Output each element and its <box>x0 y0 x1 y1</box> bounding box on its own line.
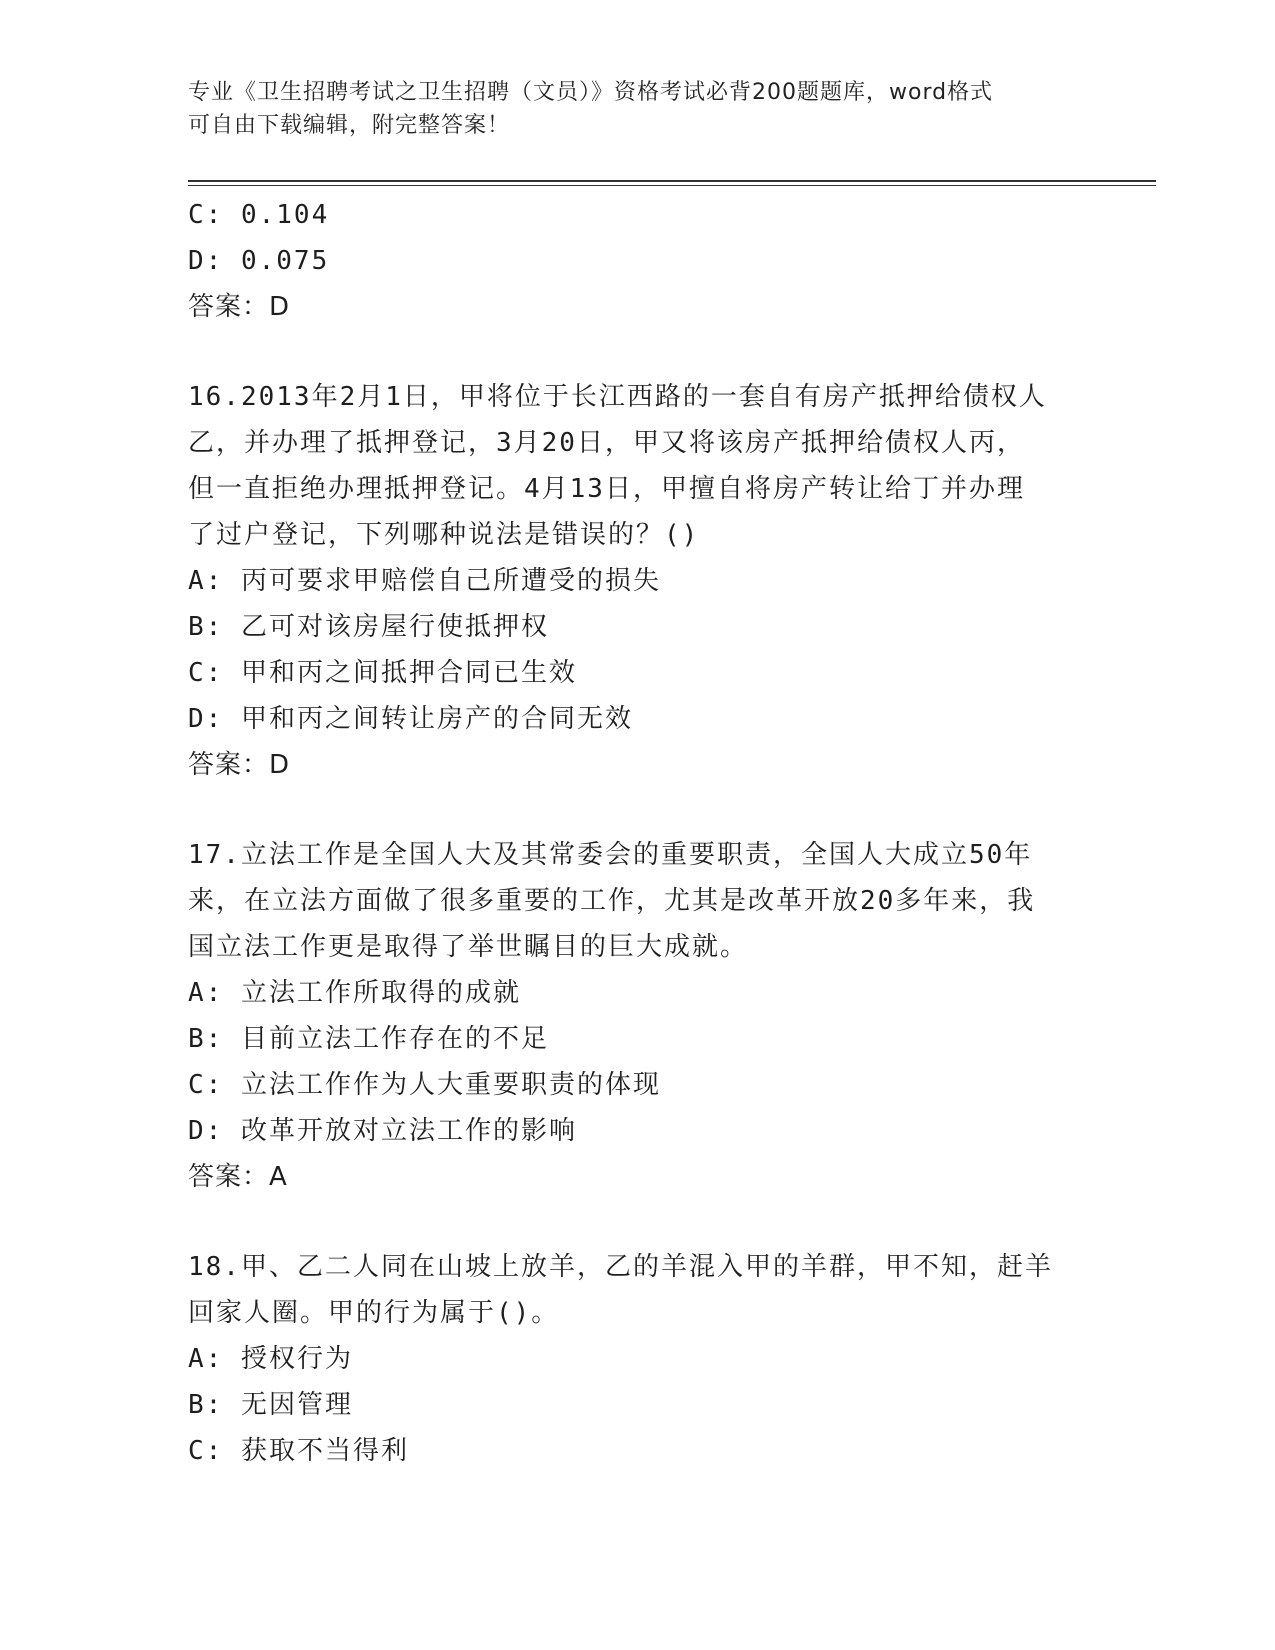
header-title-line-1: 专业《卫生招聘考试之卫生招聘（文员）》资格考试必背200题题库，word格式 <box>188 80 994 105</box>
option-b: B: 目前立法工作存在的不足 <box>188 1024 549 1054</box>
option-c: C: 获取不当得利 <box>188 1436 409 1466</box>
spacer <box>188 330 1088 374</box>
option-c: C: 甲和丙之间抵押合同已生效 <box>188 658 577 688</box>
option-d: D: 改革开放对立法工作的影响 <box>188 1116 577 1146</box>
option-c: C: 0.104 <box>188 200 330 230</box>
question-stem-line: 了过户登记，下列哪种说法是错误的？() <box>188 520 700 550</box>
document-body <box>188 192 1088 1474</box>
option-a: A: 丙可要求甲赔偿自己所遭受的损失 <box>188 566 661 596</box>
question-stem-line: 回家人圈。甲的行为属于()。 <box>188 1298 560 1328</box>
spacer <box>188 1200 1088 1244</box>
option-a: A: 授权行为 <box>188 1344 353 1374</box>
option-a: A: 立法工作所取得的成就 <box>188 978 521 1008</box>
answer-line: 答案：A <box>188 1162 288 1192</box>
document-header <box>188 76 1088 142</box>
answer-line: 答案：D <box>188 292 291 322</box>
question-stem-line: 来，在立法方面做了很多重要的工作，尤其是改革开放20多年来，我 <box>188 886 1036 916</box>
question-stem-line: 但一直拒绝办理抵押登记。4月13日，甲擅自将房产转让给丁并办理 <box>188 474 1025 504</box>
question-stem-line: 17.立法工作是全国人大及其常委会的重要职责，全国人大成立50年 <box>188 840 1033 870</box>
spacer <box>188 788 1088 832</box>
question-17 <box>188 832 1088 1200</box>
question-stem-line: 16.2013年2月1日，甲将位于长江西路的一套自有房产抵押给债权人 <box>188 382 1047 412</box>
question-18 <box>188 1244 1088 1474</box>
question-16 <box>188 374 1088 788</box>
answer-line: 答案：D <box>188 750 291 780</box>
question-15-tail <box>188 192 1088 330</box>
option-b: B: 无因管理 <box>188 1390 353 1420</box>
header-divider-thin <box>188 185 1156 186</box>
option-d: D: 0.075 <box>188 246 330 276</box>
header-divider-thick <box>188 180 1156 182</box>
option-d: D: 甲和丙之间转让房产的合同无效 <box>188 704 633 734</box>
option-c: C: 立法工作作为人大重要职责的体现 <box>188 1070 661 1100</box>
option-b: B: 乙可对该房屋行使抵押权 <box>188 612 549 642</box>
question-stem-line: 18.甲、乙二人同在山坡上放羊，乙的羊混入甲的羊群，甲不知，赶羊 <box>188 1252 1053 1282</box>
question-stem-line: 国立法工作更是取得了举世瞩目的巨大成就。 <box>188 932 749 962</box>
header-title-line-2: 可自由下载编辑，附完整答案！ <box>188 113 511 138</box>
question-stem-line: 乙，并办理了抵押登记，3月20日，甲又将该房产抵押给债权人丙， <box>188 428 1025 458</box>
